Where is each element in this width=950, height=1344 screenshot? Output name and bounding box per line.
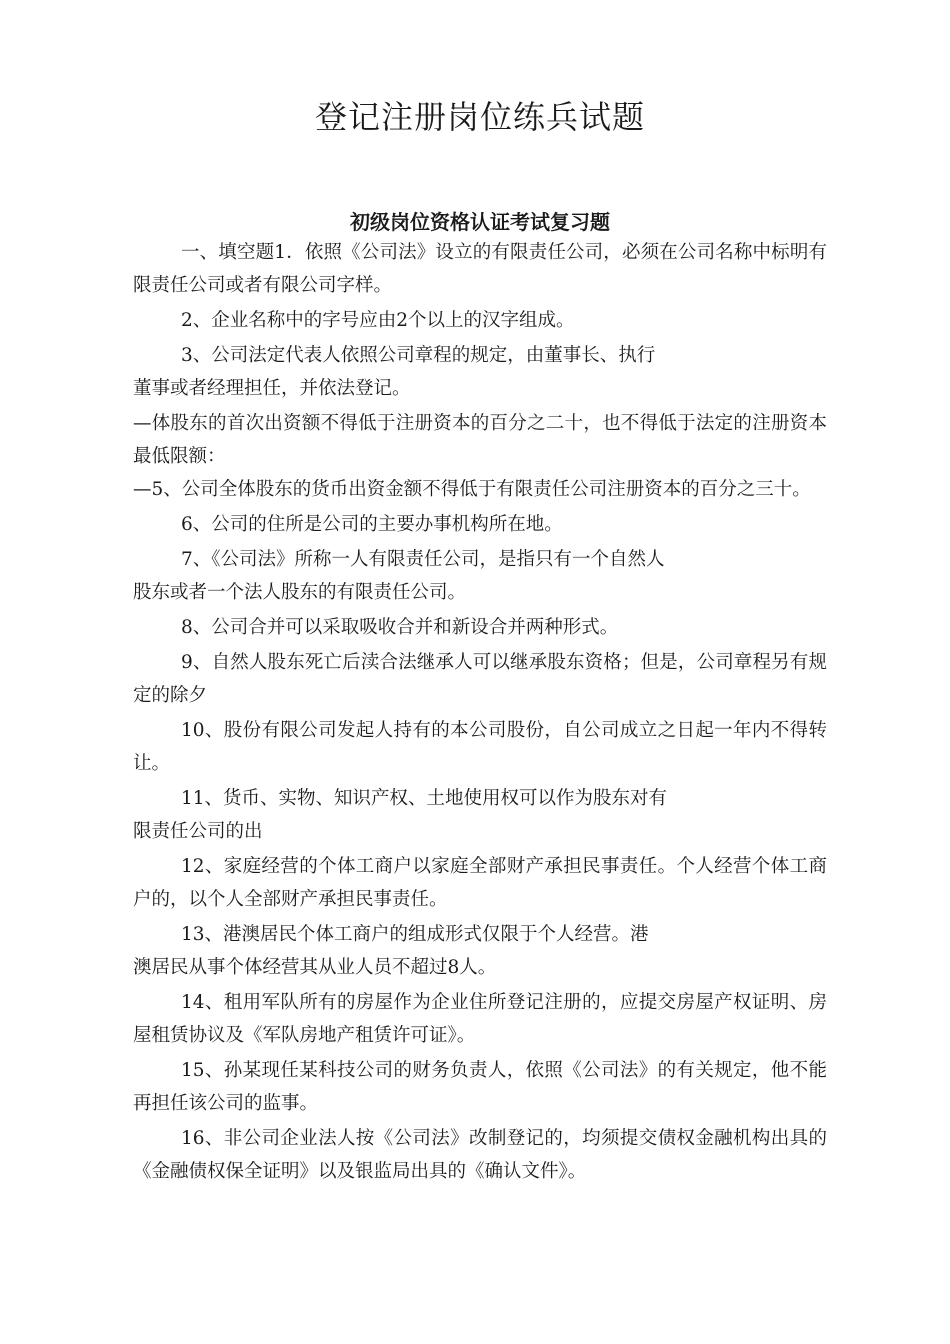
paragraph-3-cont: 董事或者经理担任，并依法登记。 [133, 378, 411, 399]
paragraph-7-cont: 股东或者一个法人股东的有限责任公司。 [133, 582, 467, 603]
paragraph-6: 6、公司的住所是公司的主要办事机构所在地。 [181, 514, 563, 535]
paragraph-13: 13、港澳居民个体工商户的组成形式仅限于个人经营。港 [181, 924, 649, 945]
document-subtitle: 初级岗位资格认证考试复习题 [350, 210, 610, 234]
paragraph-13-cont: 澳居民从事个体经营其从业人员不超过8人。 [133, 957, 497, 978]
paragraph-10: 10、股份有限公司发起人持有的本公司股份，自公司成立之日起一年内不得转让。 [133, 720, 827, 774]
paragraph-16: 16、非公司企业法人按《公司法》改制登记的，均须提交债权金融机构出具的《金融债权保全证明》以及银监局出具的《确认文件》。 [133, 1128, 827, 1182]
paragraph-7: 7、《公司法》所称一人有限责任公司，是指只有一个自然人 [181, 549, 665, 570]
paragraph-2: 2、企业名称中的字号应由2个以上的汉字组成。 [181, 310, 575, 331]
paragraph-12: 12、家庭经营的个体工商户以家庭全部财产承担民事责任。个人经营个体工商户的，以个人全部财产承担民事责任。 [133, 856, 827, 910]
paragraph-11: 11、货币、实物、知识产权、土地使用权可以作为股东对有 [181, 788, 668, 809]
paragraph-14: 14、租用军队所有的房屋作为企业住所登记注册的，应提交房屋产权证明、房屋租赁协议及《军队房地产租赁许可证》。 [133, 992, 827, 1046]
document-title: 登记注册岗位练兵试题 [314, 98, 645, 136]
paragraph-8: 8、公司合并可以采取吸收合并和新设合并两种形式。 [181, 617, 619, 638]
paragraph-3: 3、公司法定代表人依照公司章程的规定，由董事长、执行 [181, 345, 656, 366]
paragraph-11-cont: 限责任公司的出 [133, 821, 263, 842]
paragraph-1: 一、填空题1．依照《公司法》设立的有限责任公司，必须在公司名称中标明有限责任公司或者有限公司字样。 [133, 242, 827, 296]
paragraph-15: 15、孙某现任某科技公司的财务负责人，依照《公司法》的有关规定，他不能再担任该公司的监事。 [133, 1060, 827, 1114]
paragraph-9: 9、自然人股东死亡后渎合法继承人可以继承股东资格；但是，公司章程另有规定的除夕 [133, 652, 827, 706]
paragraph-5: —5、公司全体股东的货币出资金额不得低于有限责任公司注册资本的百分之三十。 [133, 479, 811, 500]
paragraph-4: —体股东的首次出资额不得低于注册资本的百分之二十，也不得低于法定的注册资本最低限额： [133, 413, 827, 467]
document-body [133, 236, 827, 1190]
